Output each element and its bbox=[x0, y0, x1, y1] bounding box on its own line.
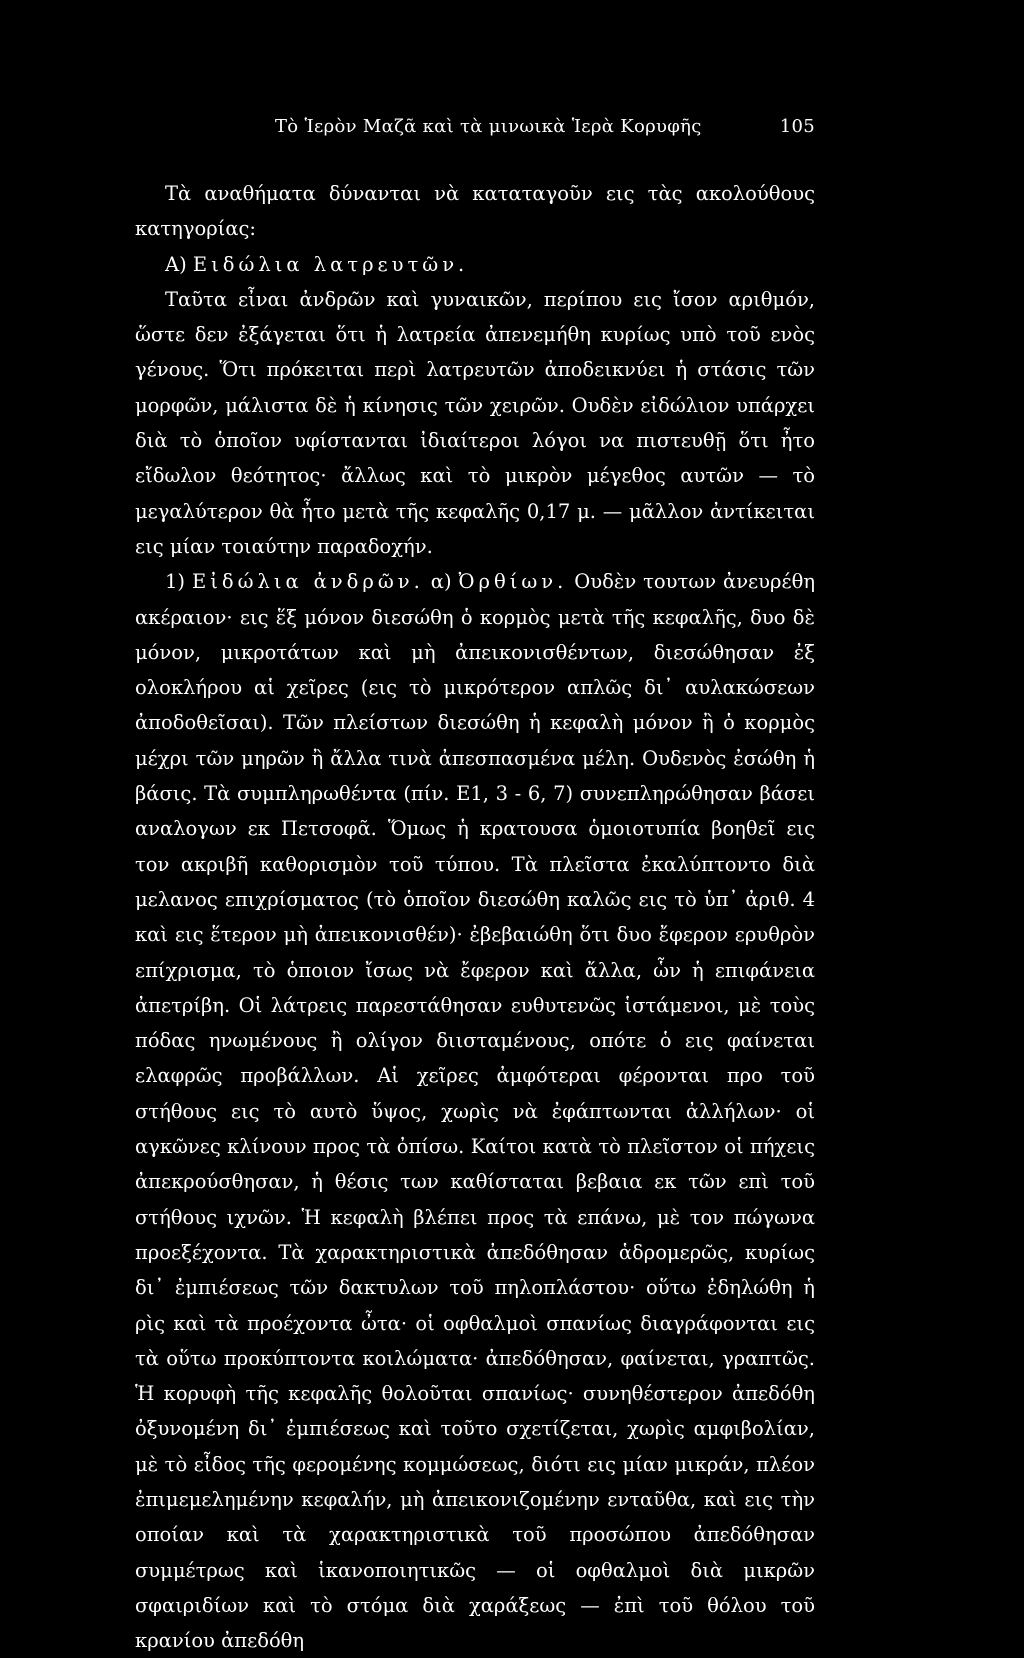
document-page bbox=[135, 116, 815, 1658]
page-number: 105 bbox=[779, 116, 815, 137]
spaced-heading: Ὀρθίων. bbox=[458, 570, 568, 594]
running-header bbox=[135, 116, 815, 146]
text-run: Τὰ αναθήματα δύνανται νὰ καταταγοῦν εις τὰς ακολούθους κατηγορίας: bbox=[135, 182, 815, 241]
running-title: Τὸ Ἱερὸν Μαζᾶ καὶ τὰ μινωικὰ Ἱερὰ Κορυφῆς bbox=[275, 116, 702, 137]
paragraph bbox=[135, 564, 815, 1658]
paragraph bbox=[135, 282, 815, 564]
text-run: α) bbox=[423, 570, 459, 594]
spaced-heading: Εἰδώλια ἀνδρῶν. bbox=[191, 570, 424, 594]
text-run: Ταῦτα εἶναι ἀνδρῶν καὶ γυναικῶν, περίπου εις ἴσον αριθμόν, ὥστε δεν ἐξάγεται ὅτι ἡ λατρεία ἀπενεμήθη κυρίως υπὸ τοῦ ενὸς γένους. Ὅτι πρόκειται περὶ λατρευτῶν ἀποδεικνύει ἡ στάσις τῶν μορφῶν, μάλιστα δὲ ἡ κίνησις τῶν χειρῶν. Ουδὲν εἰδώλιον υπάρχει διὰ τὸ ὁποῖον υφίστανται ἰδιαίτεροι λόγοι να πιστευθῇ ὅτι ἦτο εἴδωλον θεότητος· ἄλλως καὶ τὸ μικρὸν μέγεθος αυτῶν — τὸ μεγαλύτερον θὰ ἦτο μετὰ τῆς κεφαλῆς 0,17 μ. — μᾶλλον ἀντίκειται εις μίαν τοιαύτην παραδοχήν. bbox=[135, 287, 815, 558]
spaced-heading: Ειδώλια λατρευτῶν. bbox=[192, 252, 469, 276]
body-text bbox=[135, 176, 815, 1658]
text-run: Ουδὲν τουτων ἀνευρέθη ακέραιον· εις ἕξ μόνον διεσώθη ὁ κορμὸς μετὰ τῆς κεφαλῆς, δυο δὲ μόνον, μικροτάτων καὶ μὴ ἀπεικονισθέντων, διεσώθησαν ἐξ ολοκλήρου αἱ χεῖρες (εις τὸ μικρότερον απλῶς δι᾽ αυλακώσεων ἀποδοθεῖσαι). Τῶν πλείστων διεσώθη ἡ κεφαλὴ μόνον ἢ ὁ κορμὸς μέχρι τῶν μηρῶν ἢ ἄλλα τινὰ ἀπεσπασμένα μέλη. Ουδενὸς ἐσώθη ἡ βάσις. Τὰ συμπληρωθέντα (πίν. Ε1, 3 - 6, 7) συνεπληρώθησαν βάσει αναλογων εκ Πετσοφᾶ. Ὅμως ἡ κρατουσα ὁμοιοτυπία βοηθεῖ εις τον ακριβῆ καθορισμὸν τοῦ τύπου. Τὰ πλεῖστα ἐκαλύπτοντο διὰ μελανος επιχρίσματος (τὸ ὁποῖον διεσώθη καλῶς εις τὸ ὑπ᾽ ἀριθ. 4 καὶ εις ἕτερον μὴ ἀπεικονισθέν)· ἐβεβαιώθη ὅτι δυο ἔφερον ερυθρὸν επίχρισμα, τὸ ὁποιον ἴσως νὰ ἔφερον καὶ ἄλλα, ὧν ἡ επιφάνεια ἀπετρίβη. Οἱ λάτρεις παρεστάθησαν ευθυτενῶς ἱστάμενοι, μὲ τοὺς πόδας ηνωμένους ἢ ολίγον διισταμένους, οπότε ὁ εις φαίνεται ελαφρῶς προβάλλων. Αἱ χεῖρες ἀμφότεραι φέρονται προ τοῦ στήθους εις τὸ αυτὸ ὕψος, χωρὶς νὰ ἐφάπτωνται ἀλλήλων· οἱ αγκῶνες κλίνουν προς τὰ ὀπίσω. Καίτοι κατὰ τὸ πλεῖστον οἱ πήχεις ἀπεκρούσθησαν, ἡ θέσις των καθίσταται βεβαια εκ τῶν επὶ τοῦ στήθους ιχνῶν. Ἡ κεφαλὴ βλέπει προς τὰ επάνω, μὲ τον πώγωνα προεξέχοντα. Τὰ χαρακτηριστικὰ ἀπεδόθησαν ἁδρομερῶς, κυρίως δι᾽ ἐμπιέσεως τῶν δακτυλων τοῦ πηλοπλάστου· οὕτω ἐδηλώθη ἡ ρὶς καὶ τὰ προέχοντα ὦτα· οἱ οφθαλμοὶ σπανίως διαγράφονται εις τὰ οὕτω προκύπτοντα κοιλώματα· ἀπεδόθησαν, φαίνεται, γραπτῶς. Ἡ κορυφὴ τῆς κεφαλῆς θολοῦται σπανίως· συνηθέστερον ἀπεδόθη ὀξυνομένη δι᾽ ἐμπιέσεως καὶ τοῦτο σχετίζεται, χωρὶς αμφιβολίαν, μὲ τὸ εἶδος τῆς φερομένης κομμώσεως, διότι εις μίαν μικράν, πλέον ἐπιμεμελημένην κεφαλήν, μὴ ἀπεικονιζομένην ενταῦθα, καὶ εις τὴν οποίαν καὶ τὰ χαρακτηριστικὰ τοῦ προσώπου ἀπεδόθησαν συμμέτρως καὶ ἱκανοποιητικῶς — οἱ οφθαλμοὶ διὰ μικρῶν σφαιριδίων καὶ τὸ στόμα διὰ χαράξεως — ἐπὶ τοῦ θόλου τοῦ κρανίου ἀπεδόθη bbox=[135, 570, 815, 1653]
paragraph bbox=[135, 176, 815, 247]
text-run: 1) bbox=[165, 570, 192, 594]
text-run: Α) bbox=[165, 252, 193, 276]
paragraph bbox=[135, 247, 815, 282]
